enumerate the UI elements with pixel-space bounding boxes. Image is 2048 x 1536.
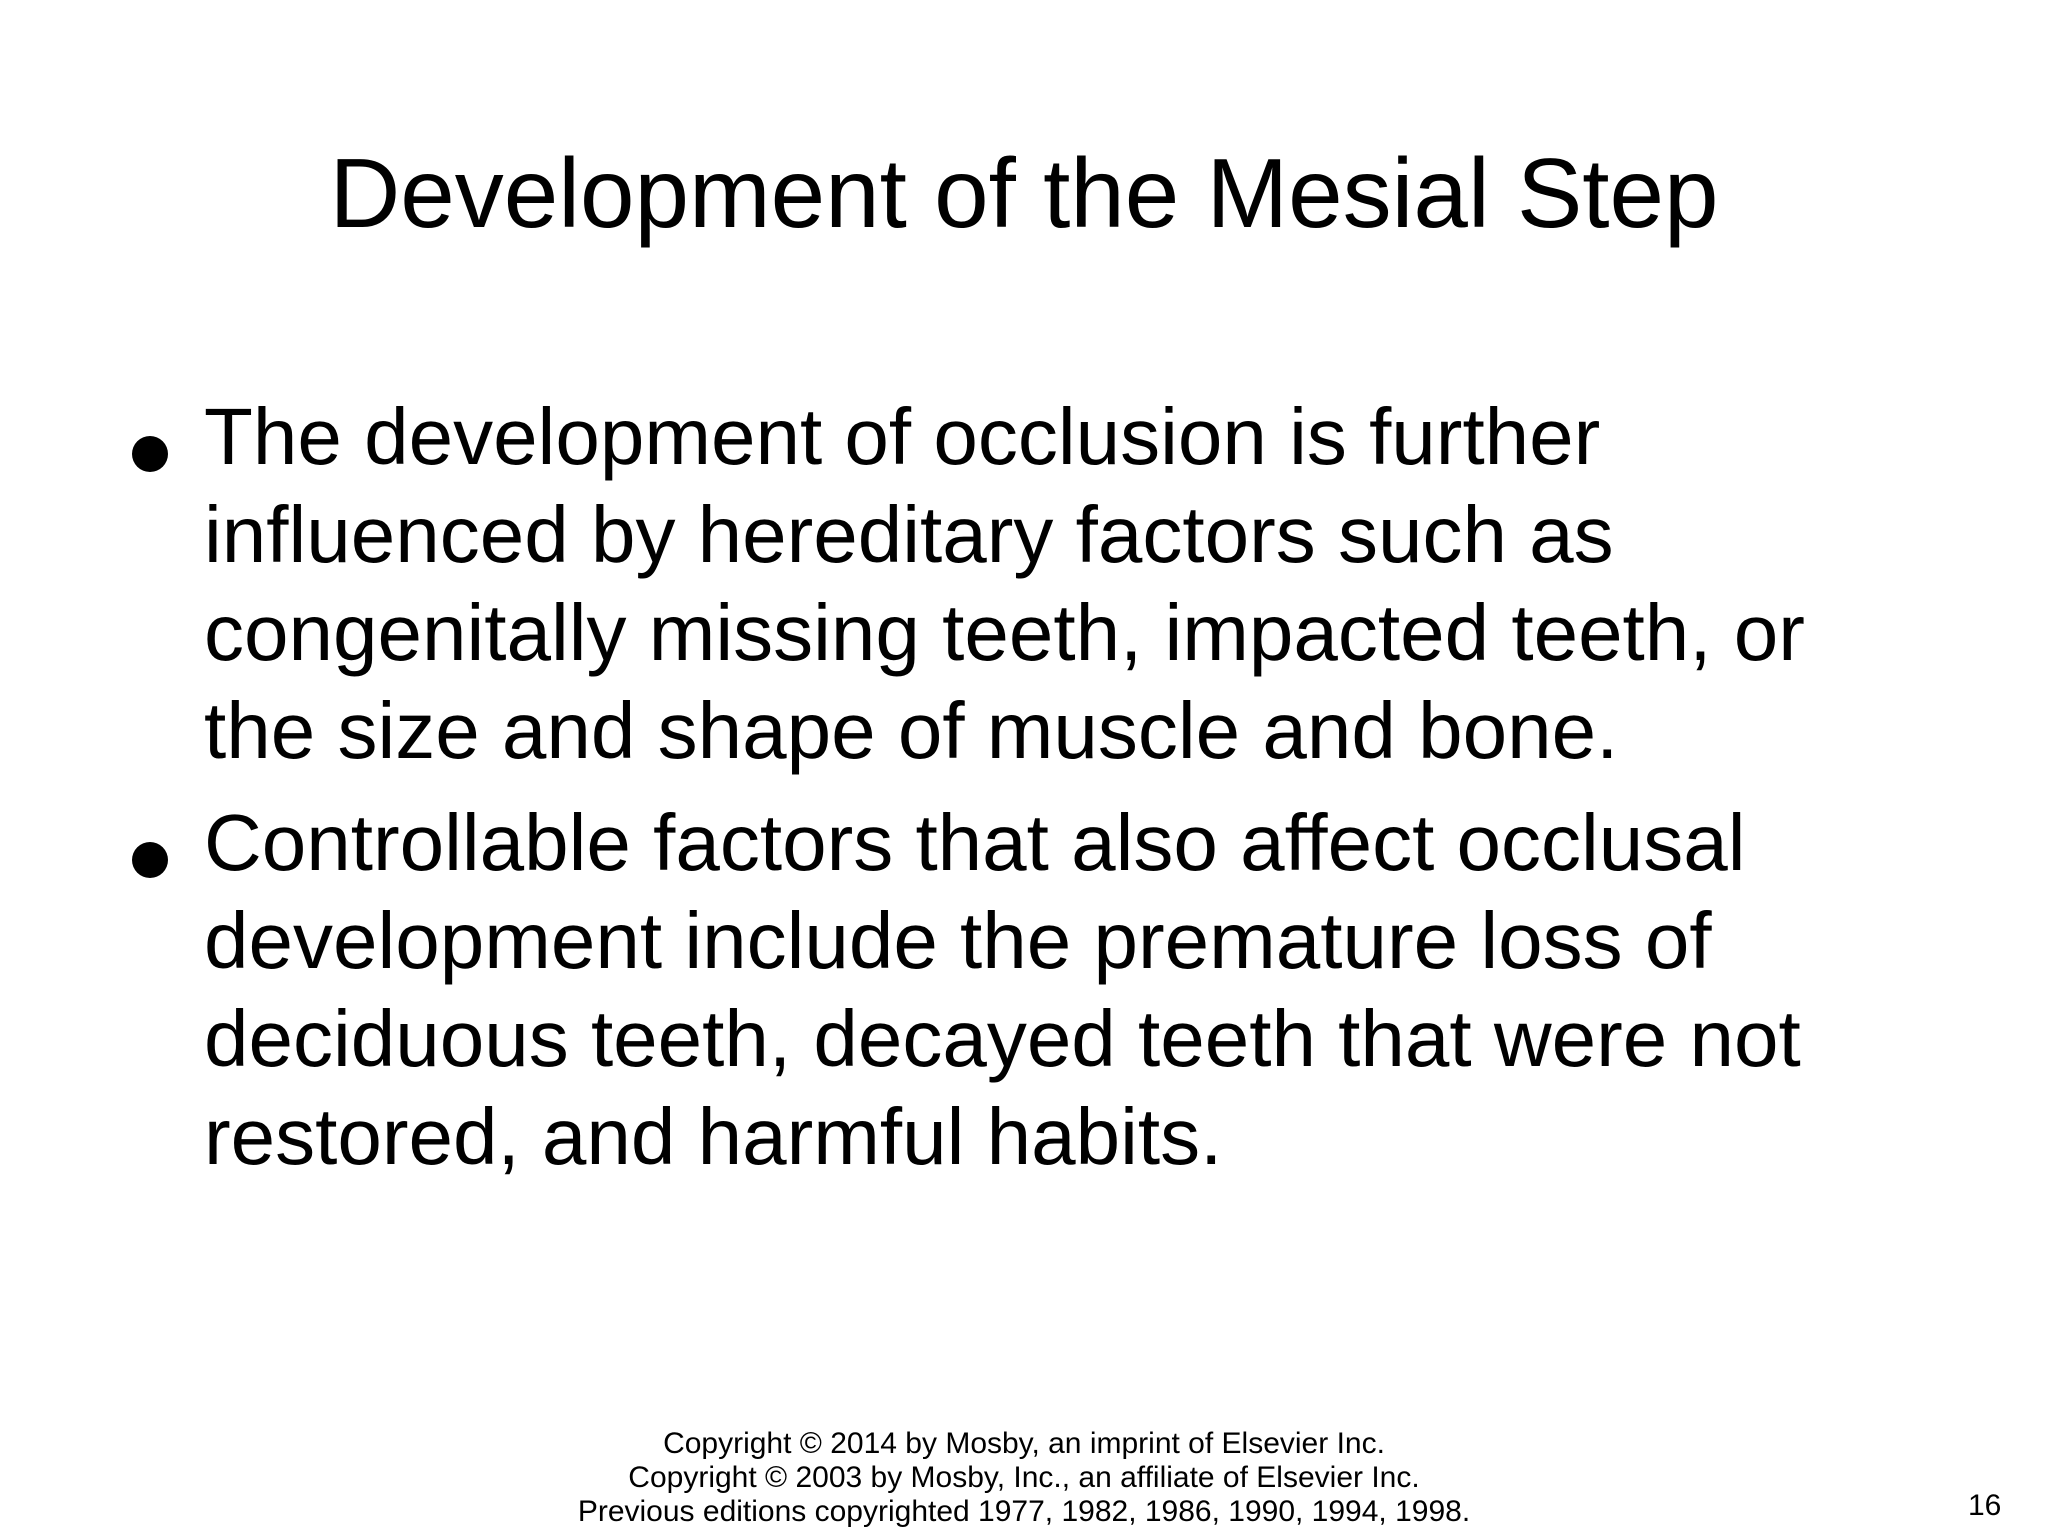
copyright-footer bbox=[0, 1427, 2048, 1529]
bullet-item bbox=[120, 388, 1840, 780]
bullet-item bbox=[120, 794, 1840, 1186]
slide-number: 16 bbox=[1968, 1489, 2002, 1522]
bullet-text: The development of occlusion is further influenced by hereditary factors such as congenitally missing teeth, impacted teeth, or the size and shape of muscle and bone. bbox=[204, 392, 1805, 775]
bullet-list bbox=[120, 388, 1840, 1200]
slide-title: Development of the Mesial Step bbox=[329, 138, 1719, 248]
copyright-line: Copyright © 2003 by Mosby, Inc., an affiliate of Elsevier Inc. bbox=[628, 1461, 1420, 1494]
previous-editions-line: Previous editions copyrighted 1977, 1982, 1986, 1990, 1994, 1998. bbox=[577, 1495, 1471, 1528]
bullet-dot-icon bbox=[132, 436, 168, 472]
copyright-line: Copyright © 2014 by Mosby, an imprint of Elsevier Inc. bbox=[663, 1427, 1385, 1460]
bullet-dot-icon bbox=[132, 842, 168, 878]
bullet-text: Controllable factors that also affect occlusal development include the premature loss of deciduous teeth, decayed teeth that were not restored, and harmful habits. bbox=[204, 798, 1801, 1181]
